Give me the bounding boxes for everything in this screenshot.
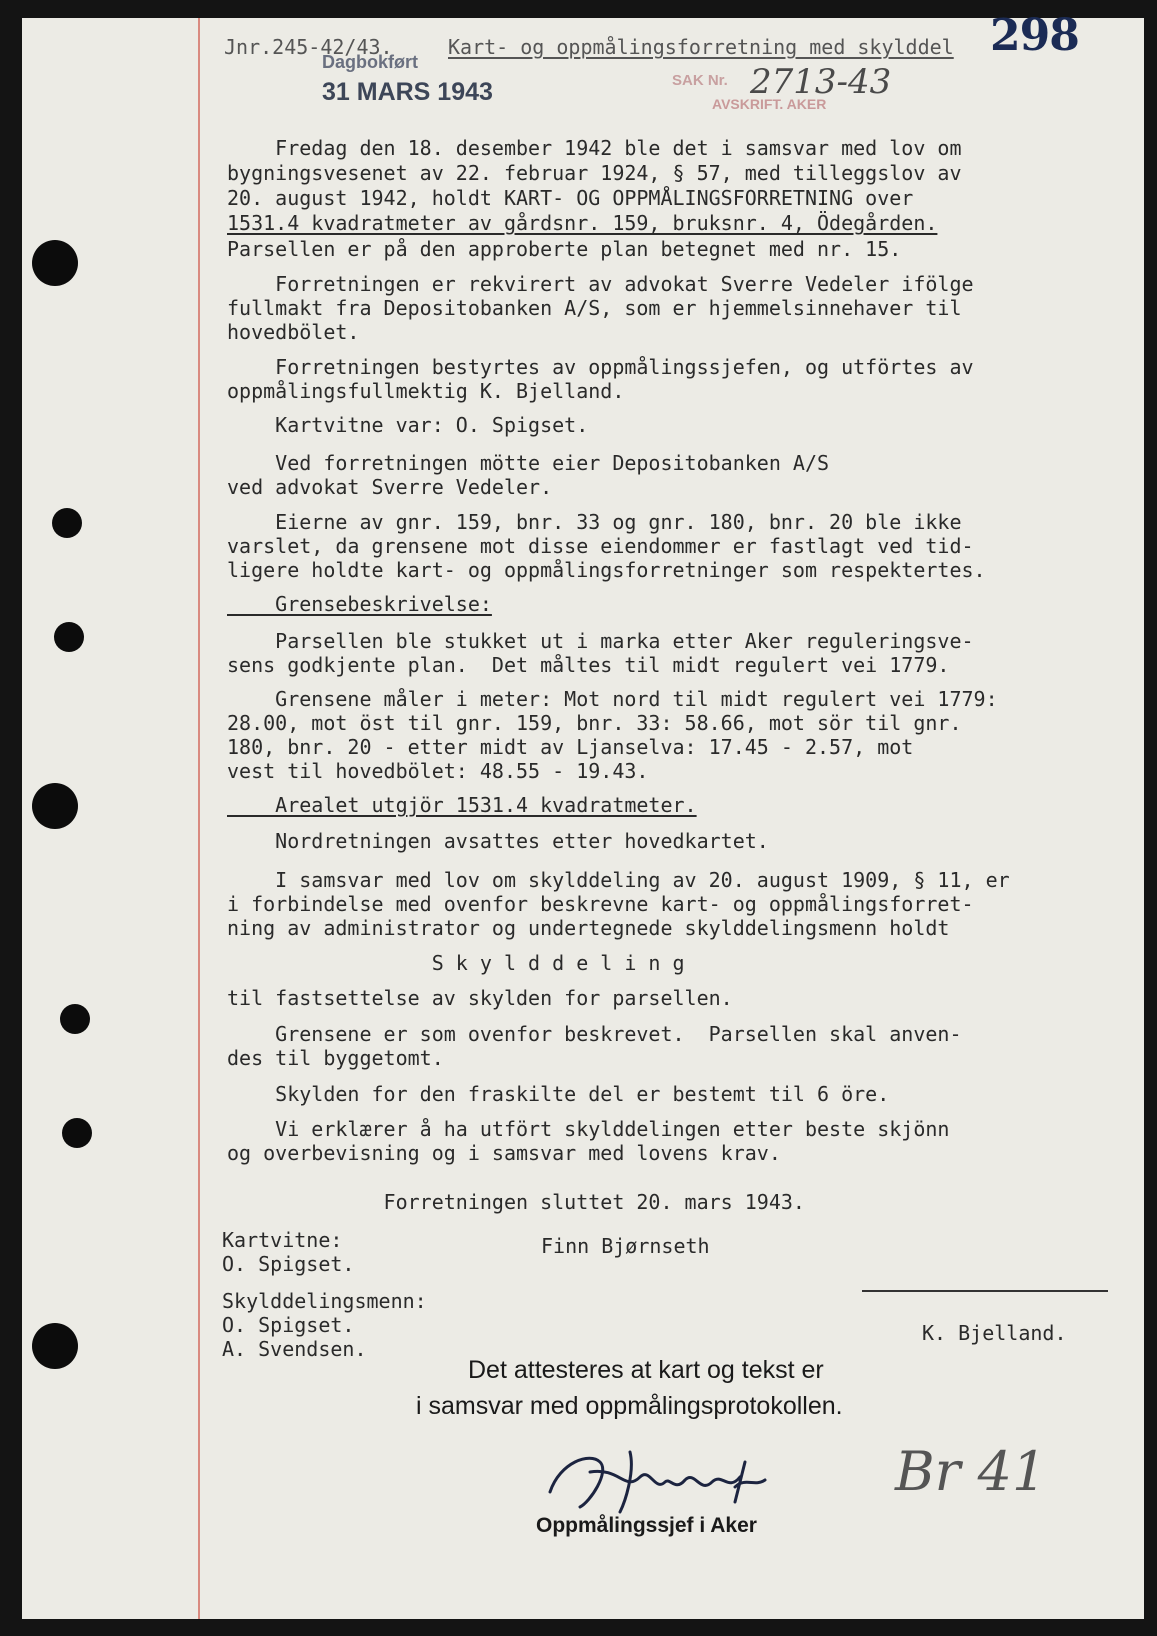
body-line: des til byggetomt. (227, 1046, 444, 1070)
punch-hole (52, 508, 82, 538)
case-stamp-label: SAK Nr. (672, 72, 728, 89)
body-line: Nordretningen avsattes etter hovedkartet. (227, 829, 769, 853)
body-line: Forretningen er rekvirert av advokat Sverre Vedeler ifölge (227, 272, 974, 296)
skylddelingsmenn-label: Skylddelingsmenn: (222, 1289, 427, 1313)
body-line: ligere holdte kart- og oppmålingsforretninger som respektertes. (227, 558, 986, 582)
body-line: Eierne av gnr. 159, bnr. 33 og gnr. 180, bnr. 20 ble ikke (227, 510, 962, 534)
page-number: 298 (990, 10, 1079, 61)
date-stamp: 31 MARS 1943 (322, 78, 493, 106)
handwritten-note: Br 41 (895, 1440, 1047, 1503)
body-line: oppmålingsfullmektig K. Bjelland. (227, 379, 625, 403)
body-line: og overbevisning og i samsvar med lovens krav. (227, 1141, 781, 1165)
body-line: Grensene er som ovenfor beskrevet. Parsellen skal anven- (227, 1022, 962, 1046)
signature-line (862, 1290, 1108, 1292)
skylddeling-heading: S k y l d d e l i n g (227, 951, 685, 975)
punch-hole (54, 622, 84, 652)
body-line: 20. august 1942, holdt KART- OG OPPMÅLINGSFORRETNING over (227, 186, 914, 210)
skyldmann-name: O. Spigset. (222, 1313, 355, 1337)
body-line: 180, bnr. 20 - etter midt av Ljanselva: 17.45 - 2.57, mot (227, 735, 914, 759)
punch-hole (62, 1118, 92, 1148)
body-line: 1531.4 kvadratmeter av gårdsnr. 159, bruksnr. 4, Ödegården. (227, 211, 938, 235)
kartvitne-label: Kartvitne: (222, 1228, 343, 1252)
body-line: ved advokat Sverre Vedeler. (227, 475, 553, 499)
margin-rule (198, 18, 200, 1619)
body-line: vest til hovedbölet: 48.55 - 19.43. (227, 759, 649, 783)
body-line: Skylden for den fraskilte del er bestemt til 6 öre. (227, 1082, 890, 1106)
journal-number: Jnr.245-42/43. (224, 35, 393, 59)
body-line: til fastsettelse av skylden for parsellen. (227, 986, 733, 1010)
body-line: Vi erklærer å ha utfört skylddelingen etter beste skjönn (227, 1117, 950, 1141)
punch-hole (60, 1004, 90, 1034)
dagbokfort-stamp: Dagbokført (322, 52, 418, 72)
body-line: fullmakt fra Depositobanken A/S, som er hjemmelsinnehaver til (227, 296, 962, 320)
body-line: Fredag den 18. desember 1942 ble det i samsvar med lov om (227, 136, 962, 160)
area-line: Arealet utgjör 1531.4 kvadratmeter. (227, 793, 697, 817)
body-line: 28.00, mot öst til gnr. 159, bnr. 33: 58.66, mot sör til gnr. (227, 711, 962, 735)
body-line: Parsellen er på den approberte plan betegnet med nr. 15. (227, 237, 902, 261)
body-line: varslet, da grensene mot disse eiendommer er fastlagt ved tid- (227, 534, 974, 558)
body-line: bygningsvesenet av 22. februar 1924, § 57, med tilleggslov av (227, 161, 962, 185)
body-line: I samsvar med lov om skylddeling av 20. august 1909, § 11, er (227, 868, 1010, 892)
attestation-line: Det attesteres at kart og tekst er (468, 1356, 824, 1384)
handwritten-signature (530, 1432, 790, 1522)
body-line: sens godkjente plan. Det måltes til midt regulert vei 1779. (227, 653, 950, 677)
body-line: ning av administrator og undertegnede skylddelingsmenn holdt (227, 916, 950, 940)
body-line: hovedbölet. (227, 320, 360, 344)
body-line: Ved forretningen mötte eier Depositobanken A/S (227, 451, 830, 475)
body-line: Kartvitne var: O. Spigset. (227, 413, 589, 437)
closing-line: Forretningen sluttet 20. mars 1943. (227, 1190, 805, 1214)
kartvitne-name: O. Spigset. (222, 1252, 355, 1276)
punch-hole (32, 1323, 78, 1369)
punch-hole (32, 783, 78, 829)
avskrift-stamp: AVSKRIFT. AKER (712, 96, 827, 112)
body-line: Grensene måler i meter: Mot nord til midt regulert vei 1779: (227, 687, 998, 711)
measurer-name: K. Bjelland. (922, 1321, 1067, 1345)
punch-hole (32, 240, 78, 286)
skyldmann-name: A. Svendsen. (222, 1337, 367, 1361)
case-number: 2713-43 (750, 62, 892, 102)
body-line: i forbindelse med ovenfor beskrevne kart- og oppmålingsforret- (227, 892, 974, 916)
administrator-name: Finn Bjørnseth (541, 1234, 710, 1258)
attestation-line: i samsvar med oppmålingsprotokollen. (416, 1392, 843, 1420)
section-heading: Grensebeskrivelse: (227, 592, 492, 616)
body-line: Parsellen ble stukket ut i marka etter Aker reguleringsve- (227, 629, 974, 653)
attestation-office: Oppmålingssjef i Aker (536, 1514, 757, 1537)
body-line: Forretningen bestyrtes av oppmålingssjefen, og utförtes av (227, 355, 974, 379)
document-heading: Kart- og oppmålingsforretning med skylddel (448, 35, 954, 59)
